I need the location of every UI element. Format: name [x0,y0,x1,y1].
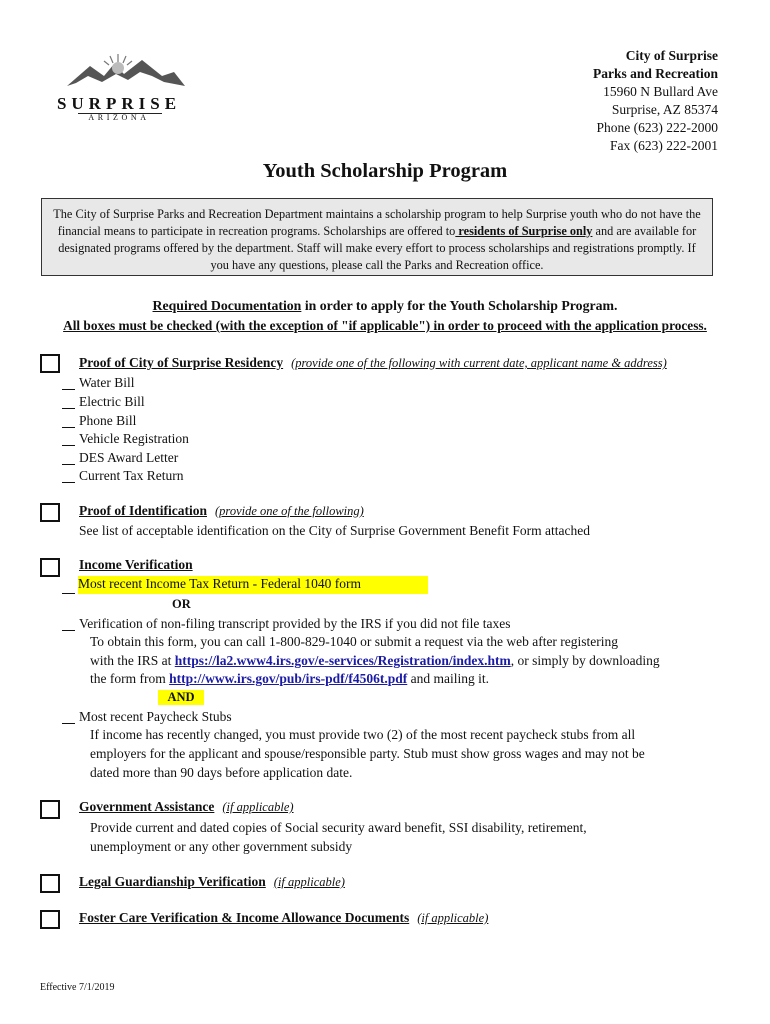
electric-bill-blank[interactable] [62,408,75,409]
paycheck-stubs-blank[interactable] [62,723,75,724]
instruction-text: , or simply by downloading [510,653,660,668]
or-divider: OR [172,597,191,611]
non-filing-blank[interactable] [62,630,75,631]
guardianship-title [79,874,345,890]
income-title [79,557,193,573]
income-item-paycheck: Most recent Paycheck Stubs [79,709,232,724]
identification-checkbox[interactable] [40,503,60,522]
instruction-text: the form from [90,671,170,686]
address-line: 15960 N Bullard Ave [603,84,718,99]
and-divider: AND [158,690,204,705]
irs-registration-link[interactable]: https://la2.www4.irs.gov/e-services/Registration/index.htm [174,653,511,668]
intro-emphasis: residents of Surprise only [455,224,593,238]
phone-bill-blank[interactable] [62,427,75,428]
paycheck-text: dated more than 90 days before application date. [90,765,353,780]
foster-care-note: (if applicable) [417,911,489,925]
intro-box [41,198,713,276]
residency-checkbox[interactable] [40,354,60,373]
residency-item: Water Bill [79,375,135,390]
paycheck-text: If income has recently changed, you must provide two (2) of the most recent paycheck stubs from all [90,727,636,742]
residency-item: Vehicle Registration [79,431,189,446]
address-line: City of Surprise [625,48,718,63]
tax-return-blank[interactable] [62,482,75,483]
residency-item: Current Tax Return [79,468,184,483]
tax-return-1040-blank[interactable] [62,593,75,594]
income-title-text: Income Verification [79,557,193,572]
government-title [79,799,294,815]
document-title: Youth Scholarship Program [262,160,508,182]
address-line: Surprise, AZ 85374 [611,102,718,117]
guardianship-note: (if applicable) [273,875,345,889]
guardianship-title-text: Legal Guardianship Verification [79,874,266,889]
identification-title-text: Proof of Identification [79,503,207,518]
irs-form-link[interactable]: http://www.irs.gov/pub/irs-pdf/f4506t.pdf [169,671,408,686]
logo-state: ARIZONA [88,113,150,122]
residency-item: Electric Bill [79,394,145,409]
water-bill-blank[interactable] [62,389,75,390]
income-instruction [90,653,660,669]
logo-wordmark: SURPRISE [56,94,182,113]
residency-item: Phone Bill [79,413,137,428]
des-award-blank[interactable] [62,464,75,465]
foster-care-title [79,910,488,926]
requirements-heading [0,298,770,314]
intro-text: The City of Surprise Parks and Recreation Department maintains a scholarship program to help Surprise youth who do not have the financial means to participate in recreation programs. Scholarships are offered to [53,207,701,238]
residency-item: DES Award Letter [79,450,179,465]
government-title-text: Government Assistance [79,799,215,814]
foster-care-checkbox[interactable] [40,910,60,929]
paycheck-text: employers for the applicant and spouse/responsible party. Stub must show gross wages and may not be [90,746,645,761]
address-block [593,47,718,155]
income-item-non-filing: Verification of non-filing transcript provided by the IRS if you did not file taxes [79,616,511,631]
guardianship-checkbox[interactable] [40,874,60,893]
residency-title [79,355,667,371]
requirements-heading-rest: in order to apply for the Youth Scholarship Program. [301,298,618,313]
instruction-text: and mailing it. [407,671,490,686]
government-note: (if applicable) [222,800,294,814]
income-instruction [90,671,489,687]
phone-line: Phone (623) 222-2000 [596,120,718,135]
intro-text: and are available for designated programs offered by the department. Staff will make every effort to process scholarships and registrations promptly. If you have any questions, please call the Parks and Recreation office. [58,224,697,272]
fax-line: Fax (623) 222-2001 [610,138,718,153]
government-checkbox[interactable] [40,800,60,819]
government-text: Provide current and dated copies of Social security award benefit, SSI disability, retirement, [90,820,587,835]
income-item-1040: Most recent Income Tax Return - Federal 1040 form [78,576,428,594]
residency-title-text: Proof of City of Surprise Residency [79,355,284,370]
government-text: unemployment or any other government subsidy [90,839,353,854]
income-instruction: To obtain this form, you can call 1-800-829-1040 or submit a request via the web after registering [90,634,619,649]
address-line: Parks and Recreation [593,66,718,81]
effective-date: Effective 7/1/2019 [40,982,115,993]
income-checkbox[interactable] [40,558,60,577]
residency-note: (provide one of the following with current date, applicant name & address) [291,356,667,370]
foster-care-title-text: Foster Care Verification & Income Allowance Documents [79,910,410,925]
requirements-heading-underlined: Required Documentation [152,298,302,313]
identification-text: See list of acceptable identification on the City of Surprise Government Benefit Form attached [79,523,590,538]
identification-note: (provide one of the following) [215,504,364,518]
requirements-subheading: All boxes must be checked (with the exception of "if applicable") in order to proceed with the application process. [63,318,707,333]
instruction-text: with the IRS at [90,653,175,668]
vehicle-registration-blank[interactable] [62,445,75,446]
identification-title [79,503,364,519]
